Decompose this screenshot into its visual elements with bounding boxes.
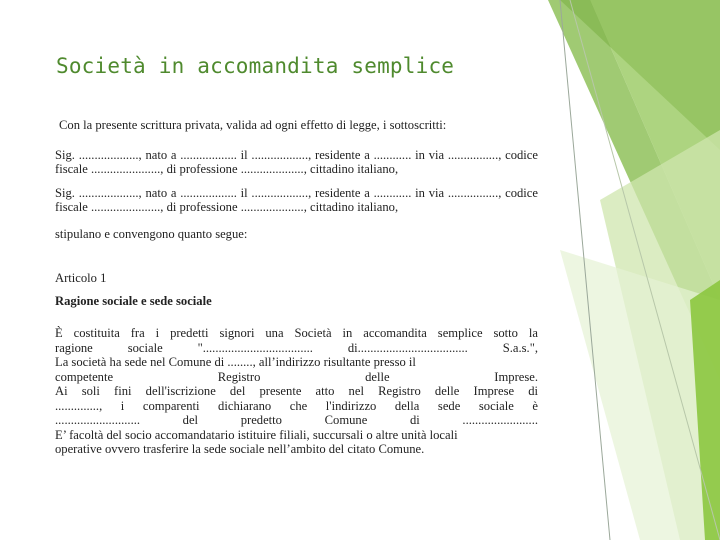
article-line: .............., i comparenti dichiarano che l'indirizzo della sede sociale è bbox=[55, 398, 538, 413]
article-line: operative ovvero trasferire la sede sociale nell’ambito del citato Comune. bbox=[55, 442, 425, 456]
party-1: Sig. ..................., nato a .................. il .................., residente a ............ in via ................, codice fiscale ......................, di professione ...................., cittadino italiano, bbox=[55, 147, 538, 176]
article-body bbox=[55, 326, 538, 457]
article-line: È costituita fra i predetti signori una Società in accomandita semplice sotto la bbox=[55, 326, 538, 340]
article-line: competente Registro delle Imprese. bbox=[55, 369, 538, 384]
party-2: Sig. ..................., nato a .................. il .................., residente a ............ in via ................, codice fiscale ......................, di professione ...................., cittadino italiano, bbox=[55, 185, 538, 214]
article-line: E’ facoltà del socio accomandatario istituire filiali, succursali o altre unità locali bbox=[55, 427, 458, 442]
article-line: ragione sociale "................................... di................................... S.a.s.", bbox=[55, 340, 538, 355]
article-line: ........................... del predetto Comune di ........................ bbox=[55, 413, 538, 427]
intro-text: Con la presente scrittura privata, valida ad ogni effetto di legge, i sottoscritti: bbox=[59, 118, 447, 132]
article-line: La società ha sede nel Comune di ........, all’indirizzo risultante presso il bbox=[55, 355, 416, 369]
article-heading: Ragione sociale e sede sociale bbox=[55, 293, 212, 308]
stipulano-text: stipulano e convengono quanto segue: bbox=[55, 226, 248, 241]
article-line: Ai soli fini dell'iscrizione del presente atto nel Registro delle Imprese di bbox=[55, 384, 538, 398]
slide-title: Società in accomandita semplice bbox=[56, 54, 455, 78]
document-body bbox=[55, 118, 538, 457]
article-label: Articolo 1 bbox=[55, 271, 107, 285]
